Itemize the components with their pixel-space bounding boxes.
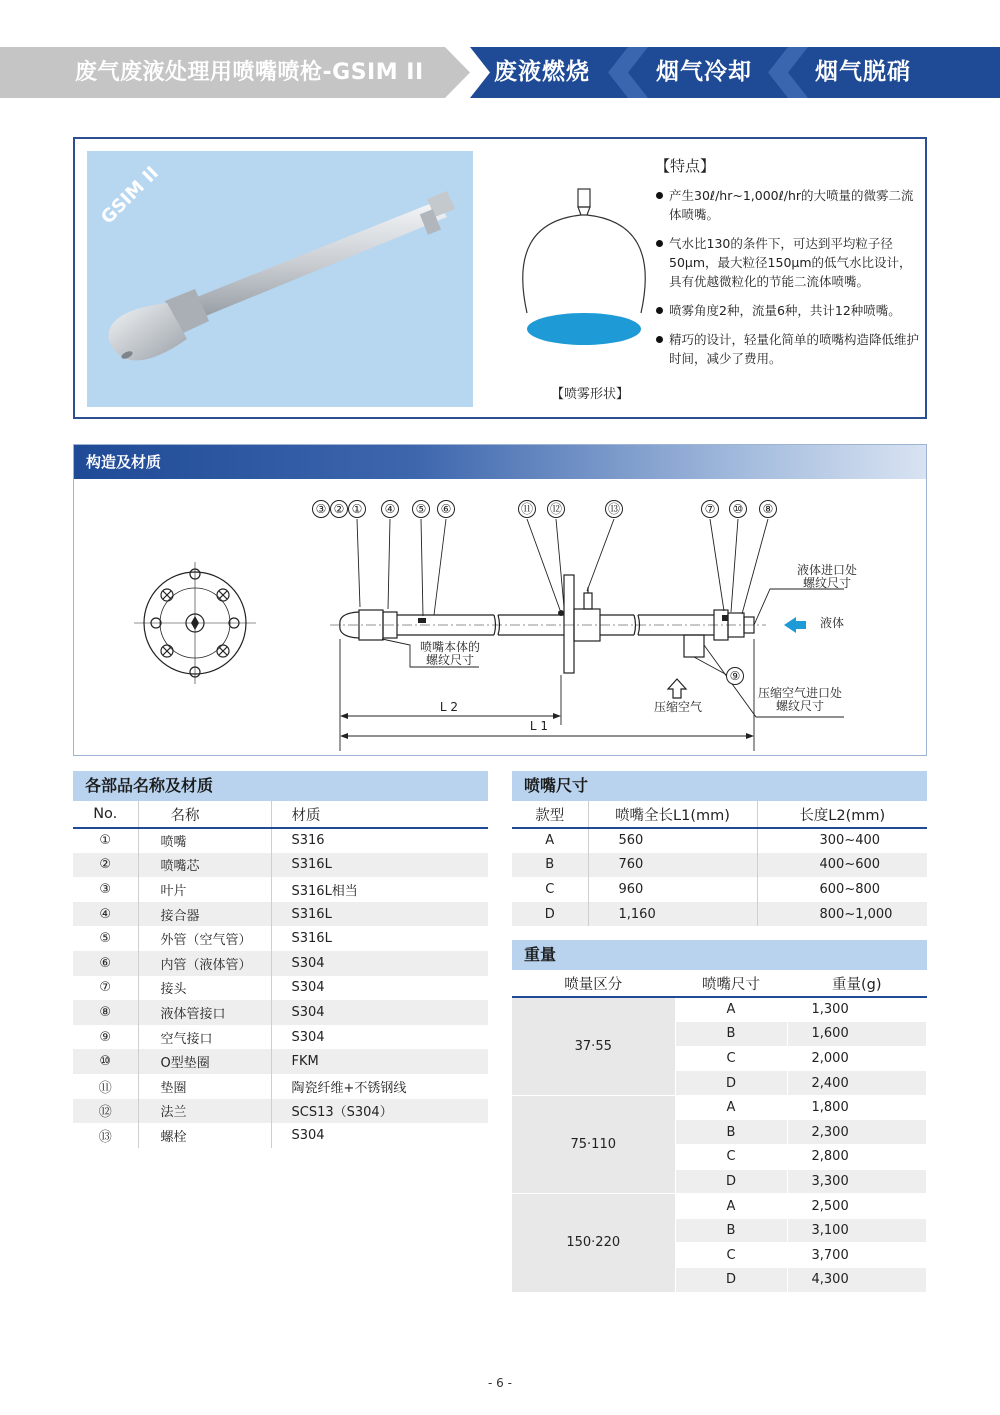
table-row <box>73 828 488 853</box>
feature-box <box>73 137 927 419</box>
compressed-air-label: 压缩空气 <box>653 700 702 714</box>
part-material: S304 <box>291 1029 325 1045</box>
weight-value: 4,300 <box>787 1268 927 1293</box>
parts-title: 各部品名称及材质 <box>73 771 488 801</box>
weight-value: 2,000 <box>787 1046 927 1071</box>
weight-value: 1,300 <box>787 997 927 1022</box>
col-total-length: 喷嘴全长L1(mm) <box>588 801 757 828</box>
col-length-l2: 长度L2(mm) <box>757 801 927 828</box>
part-no: ③ <box>73 877 138 902</box>
features-list <box>655 155 920 378</box>
weight-value: 1,800 <box>787 1095 927 1120</box>
part-material: FKM <box>271 1049 488 1074</box>
part-name: 空气接口 <box>138 1025 271 1050</box>
table-row <box>512 997 927 1022</box>
part-material: S316L相当 <box>291 883 358 899</box>
flow-range: 37·55 <box>512 997 675 1095</box>
table-row <box>512 828 927 853</box>
spray-shape-caption: 【喷雾形状】 <box>551 387 630 402</box>
size-total-length: 1,160 <box>588 902 757 927</box>
dimension-l1: L 1 <box>529 719 549 733</box>
size-model: A <box>512 828 588 853</box>
part-no: ⑪ <box>73 1074 138 1099</box>
part-name: 法兰 <box>138 1099 271 1124</box>
table-row <box>73 1000 488 1025</box>
part-material: S304 <box>291 980 325 996</box>
part-material: S304 <box>291 1127 325 1143</box>
part-name: 螺栓 <box>138 1123 271 1148</box>
table-row <box>73 951 488 976</box>
table-row <box>73 853 488 878</box>
callout-5: ⑤ <box>415 502 427 516</box>
table-row <box>73 877 488 902</box>
table-row <box>73 1123 488 1148</box>
part-name: 外管（空气管） <box>138 926 271 951</box>
part-no: ① <box>73 828 138 853</box>
nozzle-size: C <box>675 1046 787 1071</box>
product-photo <box>87 151 473 407</box>
callout-13: ⑬ <box>607 502 620 516</box>
header-banner <box>0 47 1000 98</box>
part-no: ⑥ <box>73 951 138 976</box>
col-material: 材质 <box>271 801 488 828</box>
size-l2: 400~600 <box>757 853 927 878</box>
part-no: ⑦ <box>73 976 138 1001</box>
part-name: O型垫圈 <box>138 1049 271 1074</box>
spray-shape-diagram <box>507 173 667 383</box>
sizes-table <box>512 801 927 926</box>
sizes-title: 喷嘴尺寸 <box>512 771 927 801</box>
weights-title: 重量 <box>512 940 927 970</box>
size-total-length: 760 <box>588 853 757 878</box>
callout-2: ② <box>333 502 345 516</box>
flow-range: 75·110 <box>512 1095 675 1193</box>
size-total-length: 560 <box>588 828 757 853</box>
page-title: 废气废液处理用喷嘴喷枪-GSIM II <box>75 60 424 85</box>
structure-title: 构造及材质 <box>74 445 926 479</box>
part-material: S316L <box>291 931 332 947</box>
part-name: 垫圈 <box>138 1074 271 1099</box>
part-material: S316L <box>271 902 488 927</box>
dimension-l2: L 2 <box>439 700 459 714</box>
part-no: ⑤ <box>73 926 138 951</box>
feature-item: 产生30ℓ/hr~1,000ℓ/hr的大喷量的微雾二流体喷嘴。 <box>655 186 920 224</box>
structure-drawing <box>74 479 926 755</box>
liquid-label: 液体 <box>819 616 844 630</box>
table-row <box>73 976 488 1001</box>
ribbon-label: GSIM II <box>97 162 163 229</box>
nozzle-size: D <box>675 1268 787 1293</box>
air-inlet-thread-label: 压缩空气进口处 螺纹尺寸 <box>757 686 842 713</box>
callout-1: ① <box>351 502 363 516</box>
col-flow-range: 喷量区分 <box>512 970 675 997</box>
nozzle-size: A <box>675 997 787 1022</box>
weight-value: 1,600 <box>787 1022 927 1047</box>
table-row <box>73 926 488 951</box>
size-l2: 600~800 <box>819 881 881 897</box>
part-material: S304 <box>271 1000 488 1025</box>
table-row <box>73 1074 488 1099</box>
weight-value: 2,400 <box>787 1071 927 1096</box>
part-no: ④ <box>73 902 138 927</box>
size-l2: 300~400 <box>819 833 881 849</box>
part-name: 液体管接口 <box>138 1000 271 1025</box>
nozzle-size: C <box>675 1145 787 1170</box>
weight-value: 3,300 <box>787 1169 927 1194</box>
table-row <box>512 877 927 902</box>
part-no: ⑧ <box>73 1000 138 1025</box>
size-l2: 800~1,000 <box>757 902 927 927</box>
page-number: - 6 - <box>488 1376 512 1390</box>
size-model: B <box>512 853 588 878</box>
structure-panel <box>73 444 927 756</box>
part-name: 内管（液体管） <box>138 951 271 976</box>
part-no: ⑬ <box>73 1123 138 1148</box>
part-material: 陶瓷纤维+不锈钢线 <box>291 1080 407 1096</box>
feature-item: 精巧的设计，轻量化简单的喷嘴构造降低维护时间，减少了费用。 <box>655 330 920 368</box>
table-row <box>512 1095 927 1120</box>
size-model: C <box>512 877 588 902</box>
nozzle-size: B <box>675 1022 787 1047</box>
callout-6: ⑥ <box>440 502 452 516</box>
weight-value: 2,500 <box>787 1194 927 1219</box>
col-nozzle-size: 喷嘴尺寸 <box>675 970 787 997</box>
part-material: S316L <box>271 853 488 878</box>
parts-table <box>73 801 488 1148</box>
part-name: 喷嘴 <box>138 828 271 853</box>
weight-value: 2,300 <box>787 1120 927 1145</box>
callout-11: ⑪ <box>520 502 533 516</box>
callout-9: ⑨ <box>729 669 741 683</box>
liquid-inlet-thread-label: 液体进口处 螺纹尺寸 <box>796 563 857 590</box>
table-row <box>512 853 927 878</box>
weight-value: 2,800 <box>787 1145 927 1170</box>
part-no: ② <box>73 853 138 878</box>
col-name: 名称 <box>138 801 271 828</box>
table-row <box>512 902 927 927</box>
weight-value: 3,100 <box>787 1218 927 1243</box>
nozzle-size: C <box>675 1243 787 1268</box>
nozzle-size: A <box>675 1194 787 1219</box>
size-total-length: 960 <box>588 877 757 902</box>
callout-3: ③ <box>315 502 327 516</box>
weights-table <box>512 970 927 1293</box>
part-name: 接头 <box>138 976 271 1001</box>
table-row <box>512 1194 927 1219</box>
callout-12: ⑫ <box>549 502 562 516</box>
part-name: 接合器 <box>138 902 271 927</box>
col-no: No. <box>73 801 138 828</box>
weight-value: 3,700 <box>787 1243 927 1268</box>
nozzle-size: D <box>675 1169 787 1194</box>
table-row <box>73 1025 488 1050</box>
part-name: 喷嘴芯 <box>138 853 271 878</box>
col-model: 款型 <box>512 801 588 828</box>
part-material: SCS13（S304） <box>271 1099 488 1124</box>
features-title: 【特点】 <box>655 157 716 175</box>
part-material: S304 <box>271 951 488 976</box>
callout-8: ⑧ <box>762 502 774 516</box>
part-name: 叶片 <box>138 877 271 902</box>
col-weight: 重量(g) <box>787 970 927 997</box>
table-row <box>73 1049 488 1074</box>
part-no: ⑫ <box>73 1099 138 1124</box>
nozzle-size: D <box>675 1071 787 1096</box>
nozzle-thread-label: 喷嘴本体的 螺纹尺寸 <box>419 640 480 667</box>
callout-10: ⑩ <box>732 502 744 516</box>
nozzle-size: B <box>675 1218 787 1243</box>
part-no: ⑩ <box>73 1049 138 1074</box>
part-no: ⑨ <box>73 1025 138 1050</box>
nozzle-size: A <box>675 1095 787 1120</box>
part-material: S316 <box>291 833 325 849</box>
nozzle-size: B <box>675 1120 787 1145</box>
callout-4: ④ <box>384 502 396 516</box>
feature-item: 喷雾角度2种，流量6种，共计12种喷嘴。 <box>655 301 920 320</box>
flow-range: 150·220 <box>512 1194 675 1292</box>
table-row <box>73 902 488 927</box>
tab-flue-gas-denitration[interactable]: 烟气脱硝 <box>815 59 911 85</box>
tab-flue-gas-cooling[interactable]: 烟气冷却 <box>656 59 752 85</box>
size-model: D <box>512 902 588 927</box>
tab-waste-liquid-combustion[interactable]: 废液燃烧 <box>494 59 590 85</box>
table-row <box>73 1099 488 1124</box>
callout-7: ⑦ <box>704 502 716 516</box>
feature-item: 气水比130的条件下，可达到平均粒子径50μm，最大粒径150μm的低气水比设计，具有优越微粒化的节能二流体喷嘴。 <box>655 234 920 291</box>
